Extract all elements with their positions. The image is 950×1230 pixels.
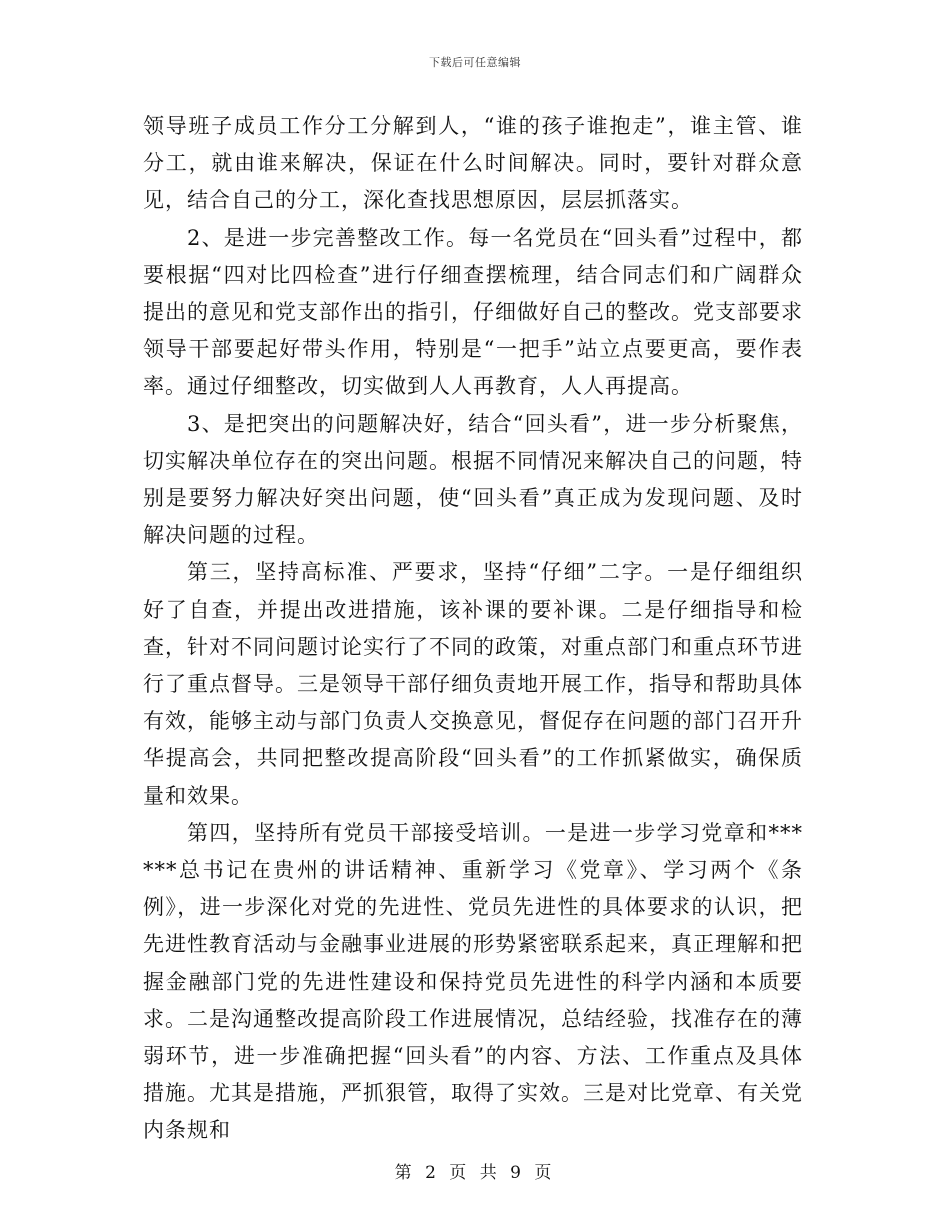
page-number-footer: 第 2 页 共 9 页 (394, 1163, 556, 1183)
paragraph-third: 第三，坚持高标准、严要求，坚持“仔细”二字。一是仔细组织好了自查，并提出改进措施，该补课的要补课。二是仔细指导和检查，针对不同问题讨论实行了不同的政策，对重点部门和重点环节进行了重点督导。三是领导干部仔细负责地开展工作，指导和帮助具体有效，能够主动与部门负责人交换意见，督促存在问题的部门召开升华提高会，共同把整改提高阶段“回头看”的工作抓紧做实，确保质量和效果。 (143, 560, 803, 808)
paragraph-fourth: 第四，坚持所有党员干部接受培训。一是进一步学习党章和******总书记在贵州的讲话精神、重新学习《党章》、学习两个《条例》，进一步深化对党的先进性、党员先进性的具体要求的认识，把先进性教育活动与金融事业进展的形势紧密联系起来，真正理解和把握金融部门党的先进性建设和保持党员先进性的科学内涵和本质要求。二是沟通整改提高阶段工作进展情况，总结经验，找准存在的薄弱环节，进一步准确把握“回头看”的内容、方法、工作重点及具体措施。尤其是措施，严抓狠管，取得了实效。三是对比党章、有关党内条规和 (143, 820, 803, 1143)
paragraph-item-2: 2、是进一步完善整改工作。每一名党员在“回头看”过程中，都要根据“四对比四检查”进行仔细查摆梳理，结合同志们和广阔群众提出的意见和党支部作出的指引，仔细做好自己的整改。党支部要求领导干部要起好带头作用，特别是“一把手”站立点要更高，要作表率。通过仔细整改，切实做到人人再教育，人人再提高。 (143, 225, 803, 399)
header-edit-note: 下载后可任意编辑 (429, 56, 521, 69)
document-body (143, 108, 803, 1150)
paragraph-item-3: 3、是把突出的问题解决好，结合“回头看”，进一步分析聚焦，切实解决单位存在的突出问题。根据不同情况来解决自己的问题，特别是要努力解决好突出问题，使“回头看”真正成为发现问题、及时解决问题的过程。 (143, 411, 803, 548)
paragraph-continuation: 领导班子成员工作分工分解到人，“谁的孩子谁抱走”，谁主管、谁分工，就由谁来解决，保证在什么时间解决。同时，要针对群众意见，结合自己的分工，深化查找思想原因，层层抓落实。 (143, 114, 803, 213)
